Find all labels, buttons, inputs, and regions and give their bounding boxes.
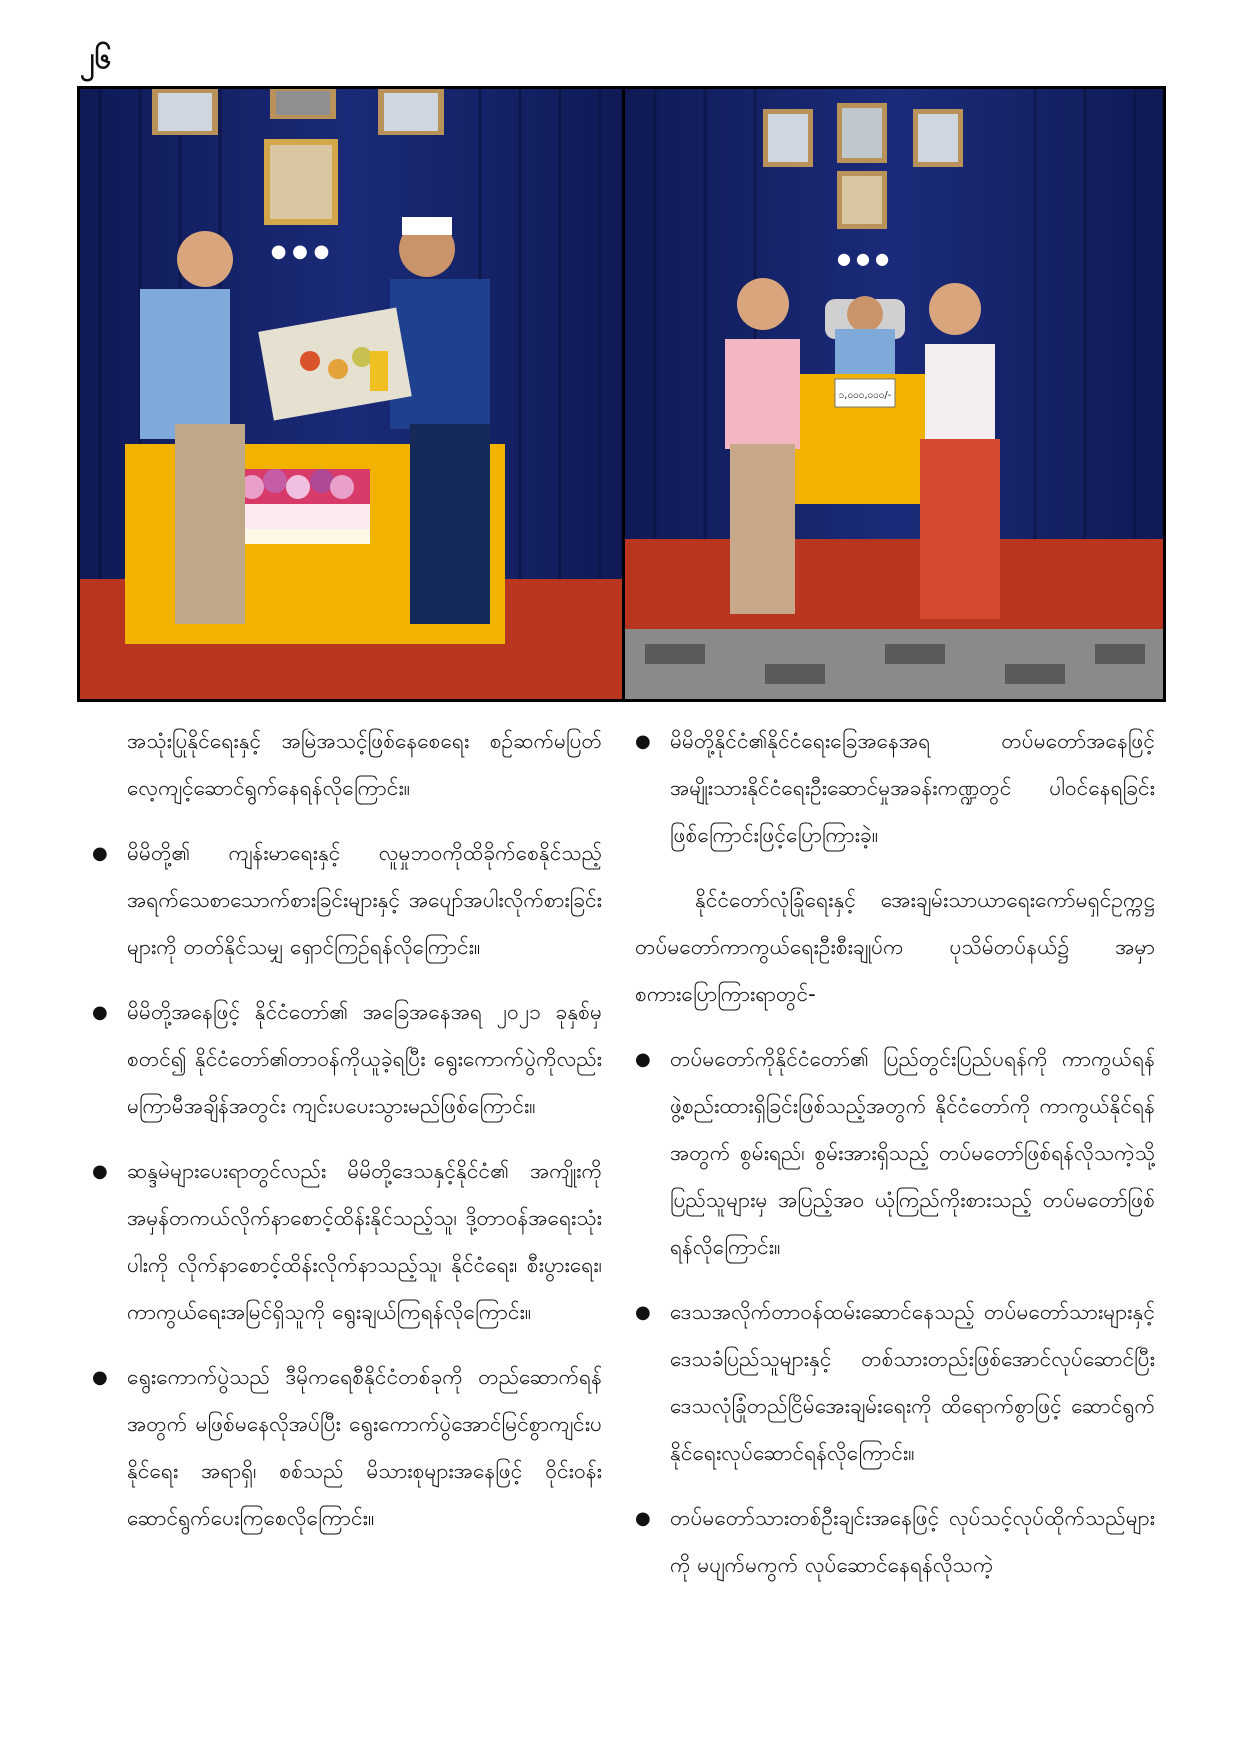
right-column: [635, 718, 1155, 1607]
list-item: [92, 1354, 602, 1542]
body-paragraph: နိုင်ငံတော်လုံခြုံရေးနှင့် အေးချမ်းသာယာရေးကော်မရှင်ဥက္ကဋ္ဌ တပ်မတော်ကာကွယ်ရေးဦးစီးချုပ်က ပုသိမ်တပ်နယ်၌ အမှာစကားပြောကြားရာတွင်-: [635, 888, 1155, 1006]
bullet-icon: ●: [92, 1367, 108, 1388]
list-item: [635, 718, 1155, 859]
list-item: [92, 989, 602, 1130]
svg-text:● ● ●: ● ● ●: [836, 249, 890, 268]
list-item-text: မိမိတို့အနေဖြင့် နိုင်ငံတော်၏ အခြေအနေအရ ၂၀၂၁ ခုနှစ်မှစတင်၍ နိုင်ငံတော်၏တာဝန်ကိုယူခဲ့ရပြီး ရွေးကောက်ပွဲကိုလည်း မကြာမီအချိန်အတွင်း ကျင်းပပေးသွားမည်ဖြစ်ကြောင်း။: [127, 1000, 602, 1118]
svg-text:● ● ●: ● ● ●: [270, 241, 330, 262]
list-item: [92, 1148, 602, 1336]
list-item: [635, 1495, 1155, 1589]
gift-presentation-image: [80, 89, 622, 699]
list-item-text: ဒေသအလိုက်တာဝန်ထမ်းဆောင်နေသည့် တပ်မတော်သားများနှင့် ဒေသခံပြည်သူများနှင့် တစ်သားတည်းဖြစ်အောင်လုပ်ဆောင်ပြီး ဒေသလုံခြုံတည်ငြိမ်အေးချမ်းရေးကို ထိရောက်စွာဖြင့် ဆောင်ရွက်နိုင်ရေးလုပ်ဆောင်ရန်လိုကြောင်း။: [670, 1300, 1155, 1465]
list-item: [635, 1036, 1155, 1271]
list-item: [92, 830, 602, 971]
bullet-icon: ●: [635, 1508, 651, 1529]
list-item-text: မိမိတို့၏ ကျန်းမာရေးနှင့် လူမှုဘဝကိုထိခိုက်စေနိုင်သည့် အရက်သေစာသောက်စားခြင်းများနှင့် အပျော်အပါးလိုက်စားခြင်းများကို တတ်နိုင်သမျှ ရှောင်ကြဉ်ရန်လိုကြောင်း။: [127, 841, 602, 959]
left-column: [92, 718, 602, 1560]
continuation-text: အသုံးပြုနိုင်ရေးနှင့် အမြဲအသင့်ဖြစ်နေစေရေး စဉ်ဆက်မပြတ် လေ့ကျင့်ဆောင်ရွက်နေရန်လိုကြောင်း။: [127, 729, 602, 800]
list-item: [635, 1289, 1155, 1477]
photo-cash-presentation: [625, 89, 1163, 699]
list-item-text: မိမိတို့နိုင်ငံ၏နိုင်ငံရေးခြေအနေအရ တပ်မတော်အနေဖြင့် အမျိုးသားနိုင်ငံရေးဦးဆောင်မှုအခန်းကဏ္ဍတွင် ပါဝင်နေရခြင်းဖြစ်ကြောင်းဖြင့်ပြောကြားခဲ့။: [670, 729, 1155, 847]
photo-strip: [77, 86, 1166, 702]
list-item-text: ရွေးကောက်ပွဲသည် ဒီမိုကရေစီနိုင်ငံတစ်ခုကို တည်ဆောက်ရန်အတွက် မဖြစ်မနေလိုအပ်ပြီး ရွေးကောက်ပွဲအောင်မြင်စွာကျင်းပနိုင်ရေး အရာရှိ၊ စစ်သည် မိသားစုများအနေဖြင့် ဝိုင်းဝန်းဆောင်ရွက်ပေးကြစေလိုကြောင်း။: [127, 1365, 602, 1530]
cash-presentation-image: [625, 89, 1163, 699]
list-item-text: တပ်မတော်ကိုနိုင်ငံတော်၏ ပြည်တွင်းပြည်ပရန်ကို ကာကွယ်ရန်ဖွဲ့စည်းထားရှိခြင်းဖြစ်သည့်အတွက် နိုင်ငံတော်ကို ကာကွယ်နိုင်ရန်အတွက် စွမ်းရည်၊ စွမ်းအားရှိသည့် တပ်မတော်ဖြစ်ရန်လိုသကဲ့သို့ ပြည်သူများမှ အပြည့်အဝ ယုံကြည်ကိုးစားသည့် တပ်မတော်ဖြစ်ရန်လိုကြောင်း။: [670, 1047, 1155, 1259]
list-item-text: ဆန္ဒမဲများပေးရာတွင်လည်း မိမိတို့ဒေသနှင့်နိုင်ငံ၏ အကျိုးကို အမှန်တကယ်လိုက်နာစောင့်ထိန်းနိုင်သည့်သူ၊ ဒို့တာဝန်အရေးသုံးပါးကို လိုက်နာစောင့်ထိန်းလိုက်နာသည့်သူ၊ နိုင်ငံရေး၊ စီးပွားရေး၊ ကာကွယ်ရေးအမြင်ရှိသူကို ရွေးချယ်ကြရန်လိုကြောင်း။: [127, 1159, 602, 1324]
photo-gift-presentation: [80, 89, 625, 699]
bullet-icon: ●: [92, 843, 108, 864]
page-number: ၂၆: [80, 41, 112, 76]
list-item-text: တပ်မတော်သားတစ်ဦးချင်းအနေဖြင့် လုပ်သင့်လုပ်ထိုက်သည်များကို မပျက်မကွက် လုပ်ဆောင်နေရန်လိုသကဲ့: [670, 1506, 1155, 1577]
cheque-amount: ၁,၀၀၀,၀၀၀/-: [838, 390, 892, 401]
bullet-icon: ●: [635, 1302, 651, 1323]
bullet-icon: ●: [92, 1161, 108, 1182]
bullet-icon: ●: [92, 1002, 108, 1023]
bullet-icon: ●: [635, 731, 651, 752]
bullet-icon: ●: [635, 1049, 651, 1070]
